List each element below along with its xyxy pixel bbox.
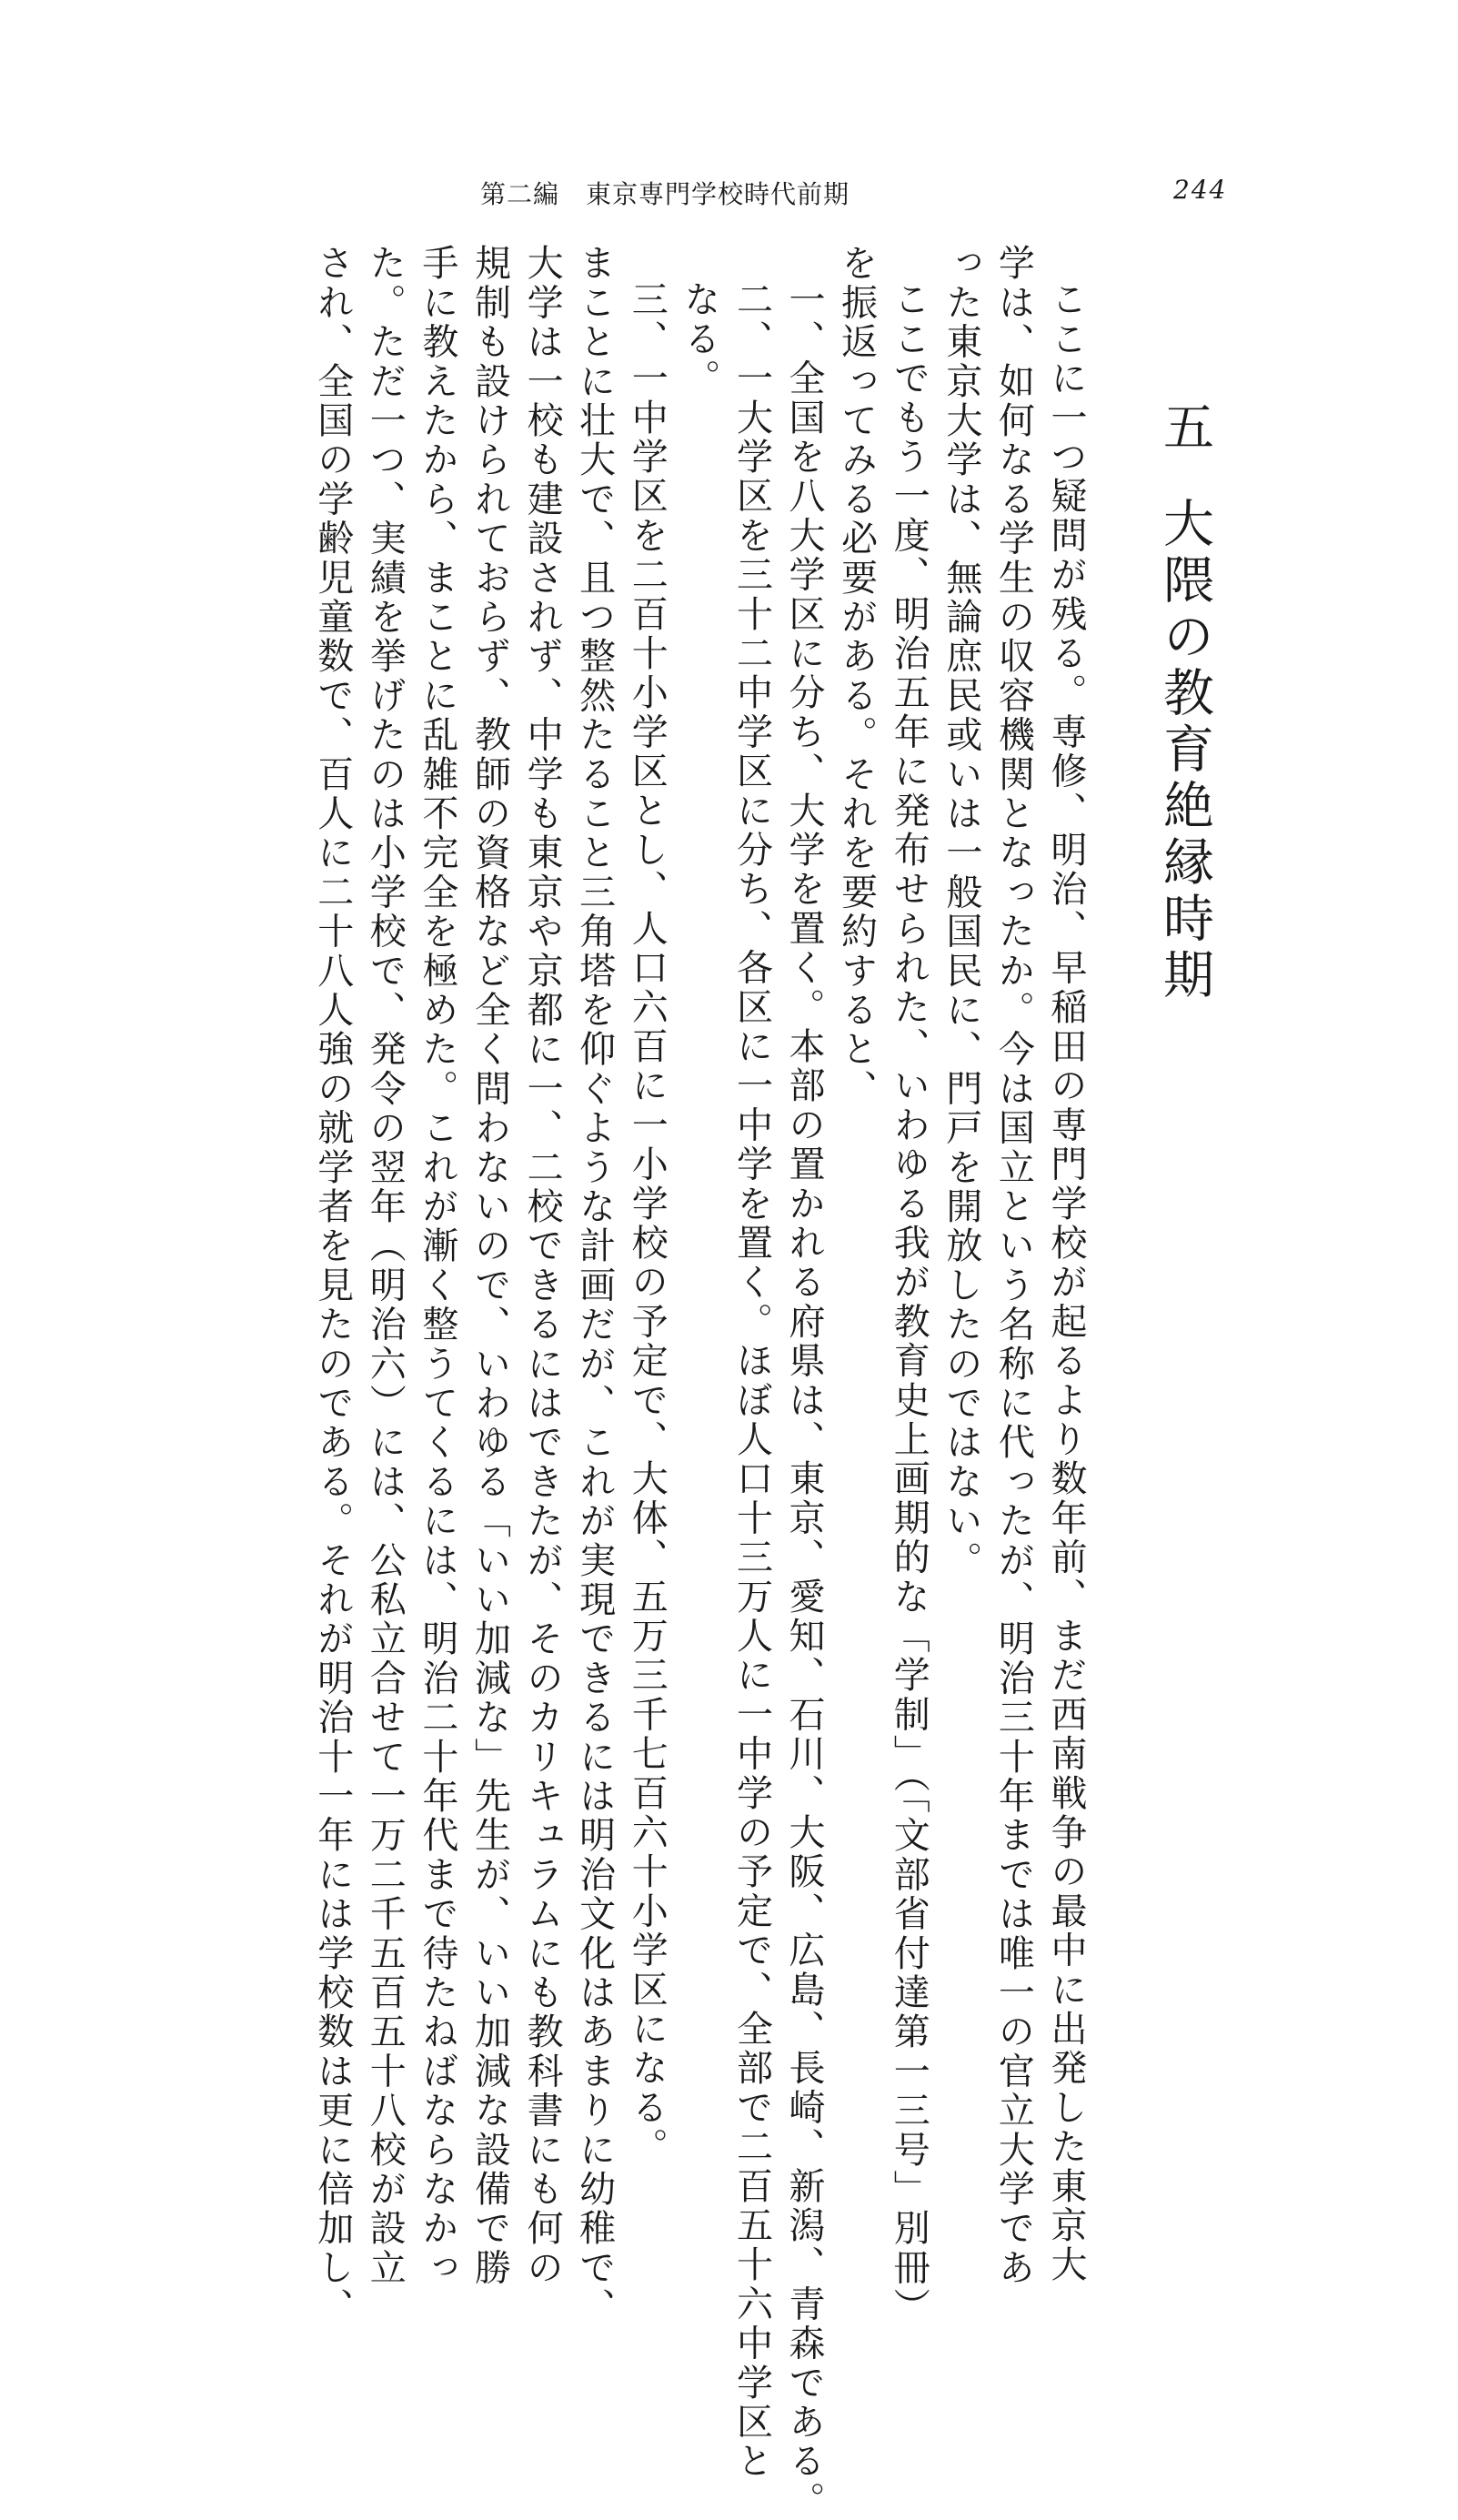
paragraph-line: され、全国の学齢児童数で、百人に二十八人強の就学者を見たのである。それが明治十一年には学校数は更に倍加し、: [311, 244, 354, 2327]
paragraph-line: まことに壮大で、且つ整然たること三角塔を仰ぐような計画だが、これが実現できるには明治文化はあまりに幼稚で、: [573, 244, 616, 2327]
page-number: 244: [1173, 175, 1228, 205]
list-item: 一、全国を八大学区に分ち、大学を置く。本部の置かれる府県は、東京、愛知、石川、大阪、広島、長崎、新潟、青森である。: [783, 280, 826, 2520]
paragraph-line: た。ただ一つ、実績を挙げたのは小学校で、発令の翌年（明治六）には、公私立合せて一万二千五百五十八校が設立: [364, 244, 407, 2288]
section-number: 五: [1155, 400, 1214, 457]
paragraph-line: ここでもう一度、明治五年に発布せられた、いわゆる我が教育史上画期的な「学制」（「文部省付達第一三号」別冊）: [888, 280, 930, 2327]
paragraph-line: 手に教えたから、まことに乱雑不完全を極めた。これが漸く整うてくるには、明治二十年代まで待たねばならなかっ: [416, 244, 458, 2288]
list-item: 三、一中学区を二百十小学区とし、人口六百に一小学校の予定で、大体、五万三千七百六十小学区になる。: [626, 280, 669, 2167]
list-item-continuation: なる。: [678, 280, 720, 398]
paragraph-line: 学は、如何なる学生の収容機関となったか。今は国立という名称に代ったが、明治三十年までは唯一の官立大学であ: [992, 244, 1035, 2288]
list-item: 二、一大学区を三十二中学区に分ち、各区に一中学を置く。ほぼ人口十三万人に一中学の予定で、全部で二百五十六中学区と: [730, 280, 773, 2482]
section-heading: [1148, 400, 1221, 1037]
section-title: 大隈の教育絶縁時期: [1155, 497, 1214, 1004]
paragraph-line: 大学は一校も建設されず、中学も東京や京都に一、二校できるにはできたが、そのカリキュラムにも教科書にも何の: [521, 244, 564, 2288]
body-text: [82, 244, 1091, 2520]
paragraph-line: った東京大学は、無論庶民或いは一般国民に、門戸を開放したのではない。: [940, 244, 982, 1580]
running-head: 第二編 東京専門学校時代前期: [480, 179, 850, 209]
paragraph-line: 規制も設けられておらず、教師の資格など全く問わないので、いわゆる「いい加減な」先生が、いい加減な設備で勝: [468, 244, 511, 2288]
paragraph-line: ここに一つ疑問が残る。専修、明治、早稲田の専門学校が起るより数年前、まだ西南戦争の最中に出発した東京大: [1045, 280, 1087, 2285]
paragraph-line: を振返ってみる必要がある。それを要約すると、: [835, 244, 878, 1109]
